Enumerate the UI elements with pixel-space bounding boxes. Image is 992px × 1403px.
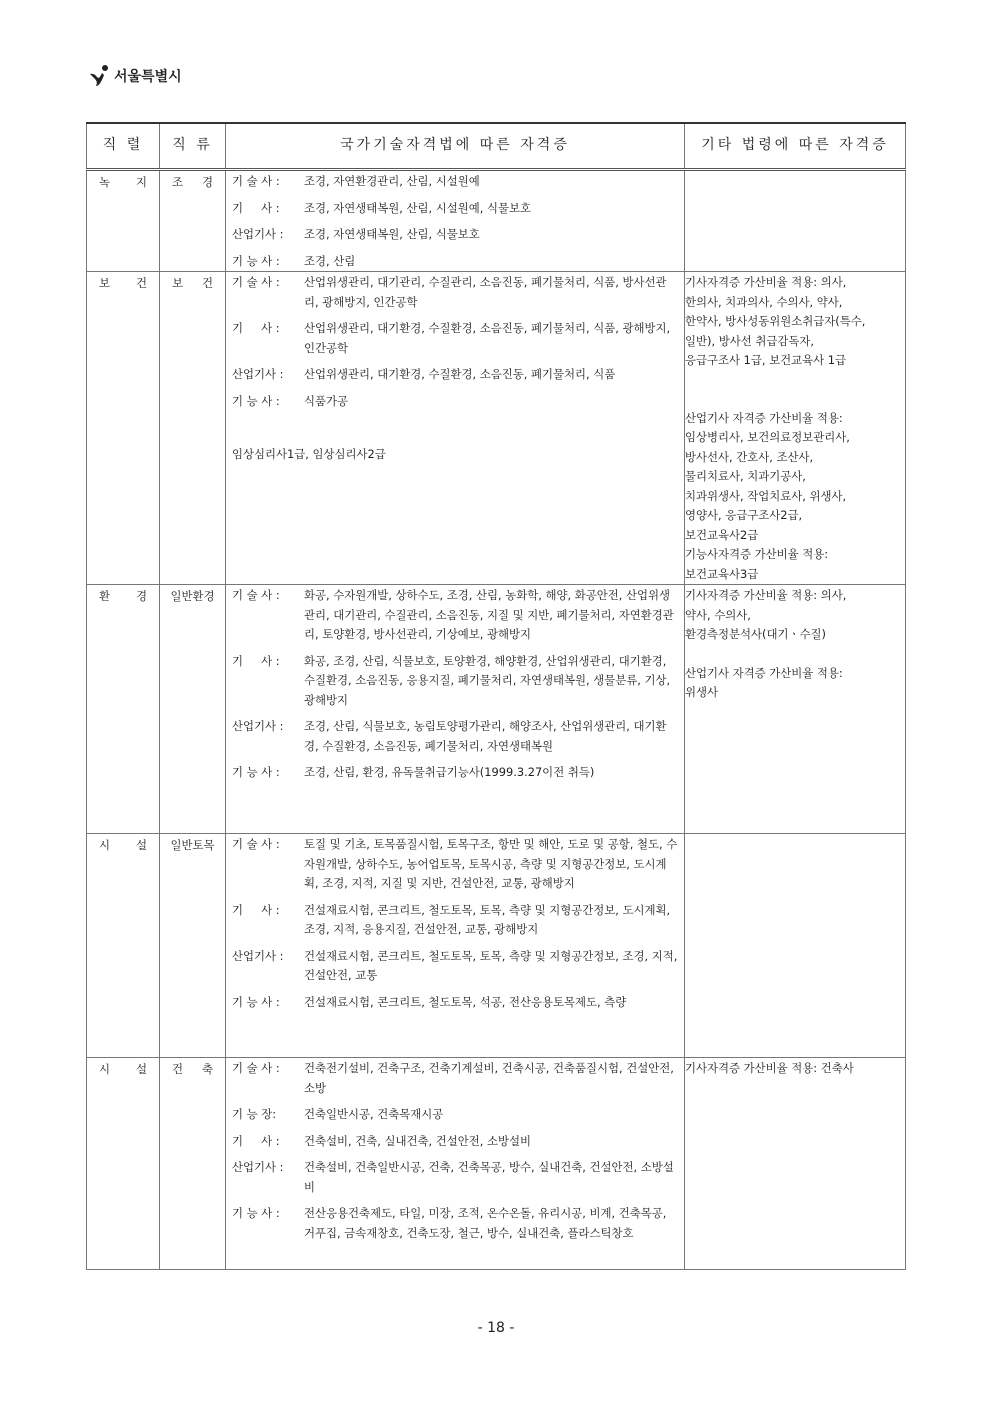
type-char: 일반토목 (170, 838, 215, 852)
cert-item (226, 993, 684, 1013)
type-cell (160, 170, 226, 272)
cert-grade: 기 능 사 : (232, 253, 280, 268)
national-cert-cell (226, 834, 685, 1058)
header-series: 직 렬 (87, 123, 160, 170)
cert-list: 건축설비, 건축, 실내건축, 건설안전, 소방설비 (304, 1133, 532, 1148)
cert-grade: 기 능 사 : (232, 765, 280, 779)
cert-item (226, 1158, 684, 1197)
header-national-cert: 국가기술자격법에 따른 자격증 (226, 123, 685, 170)
cert-grade: 기 사 : (232, 902, 280, 917)
cert-list: 건축일반시공, 건축목재시공 (304, 1107, 444, 1121)
cert-item (226, 319, 684, 358)
type-char: 조 (172, 175, 184, 189)
series-cell (87, 272, 160, 585)
header-type: 직 류 (160, 123, 226, 170)
cert-list: 건설재료시험, 콘크리트, 철도토목, 토목, 측량 및 지형공간정보, 도시계획, 조경, 지적, 응용지질, 건설안전, 교통, 광해방지 (304, 902, 671, 936)
cert-grade: 기 사 : (232, 1133, 280, 1148)
cert-grade: 산업기사 : (232, 227, 284, 241)
cert-item (226, 273, 684, 312)
cert-grade: 기 능 사 : (232, 1206, 280, 1220)
national-cert-cell (226, 585, 685, 834)
cert-grade: 산업기사 : (232, 367, 284, 381)
national-cert-cell (226, 1058, 685, 1270)
series-char: 시 (99, 838, 111, 852)
series-char: 건 (135, 276, 147, 290)
series-char: 설 (135, 1062, 147, 1076)
cert-grade: 기 술 사 : (232, 588, 280, 602)
cert-item (226, 1105, 684, 1125)
cert-item (226, 1059, 684, 1098)
cert-item (226, 717, 684, 756)
cert-list: 조경, 산림, 식물보호, 농림토양평가관리, 해양조사, 산업위생관리, 대기환경, 수질환경, 소음진동, 폐기물처리, 자연생태복원 (304, 719, 667, 753)
cert-item (226, 652, 684, 711)
page-number: - 18 - (477, 1320, 515, 1336)
cert-grade: 산업기사 : (232, 719, 284, 733)
type-cell (160, 585, 226, 834)
type-char: 경 (201, 175, 213, 189)
cert-grade: 기 능 사 : (232, 393, 280, 408)
cert-list: 건설재료시험, 콘크리트, 철도토목, 석공, 전산응용토목제도, 측량 (304, 994, 627, 1009)
series-char: 보 (99, 276, 111, 290)
cert-item (226, 172, 684, 192)
table-row (87, 170, 906, 272)
cert-grade: 기 술 사 : (232, 174, 280, 188)
cert-list: 조경, 자연환경관리, 산림, 시설원예 (304, 174, 480, 188)
type-char: 일반환경 (170, 589, 215, 603)
national-cert-cell (226, 170, 685, 272)
cert-item (226, 1204, 684, 1243)
table-row (87, 834, 906, 1058)
cert-item (226, 901, 684, 940)
type-char: 보 (172, 276, 184, 290)
cert-list: 건축설비, 건축일반시공, 건축, 건축목공, 방수, 실내건축, 건설안전, 소방설비 (304, 1160, 674, 1194)
cert-item (226, 392, 684, 412)
type-char: 건 (201, 276, 213, 290)
cert-grade: 기 능 사 : (232, 994, 280, 1009)
type-cell (160, 272, 226, 585)
cert-item (226, 365, 684, 385)
cert-grade: 기 사 : (232, 321, 280, 335)
cert-grade: 기 능 장: (232, 1107, 277, 1121)
cert-grade: 기 술 사 : (232, 1061, 280, 1075)
cert-list: 식품가공 (304, 393, 349, 408)
seoul-symbol-icon (88, 64, 110, 88)
cert-list: 건설재료시험, 콘크리트, 철도토목, 토목, 측량 및 지형공간정보, 조경, 지적, 건설안전, 교통 (304, 948, 678, 982)
series-char: 녹 (99, 175, 111, 189)
table-row (87, 1058, 906, 1270)
cert-item (226, 1132, 684, 1152)
series-cell (87, 585, 160, 834)
cert-list: 건축전기설비, 건축구조, 건축기계설비, 건축시공, 건축품질시험, 건설안전, 소방 (304, 1061, 674, 1095)
other-cert-cell (685, 1058, 906, 1270)
cert-grade: 기 사 : (232, 200, 280, 215)
cert-item (226, 199, 684, 219)
other-cert-block: 기사자격증 가산비율 적용: 의사, 한의사, 치과의사, 수의사, 약사, 한약사, 방사성동위원소취급자(특수, 일반), 방사선 취급감독자, 응급구조사 1급, 보건교육사 1급 (685, 275, 866, 367)
series-cell (87, 170, 160, 272)
cert-list: 조경, 자연생태복원, 산림, 시설원예, 식물보호 (304, 200, 532, 215)
cert-list: 산업위생관리, 대기관리, 수질관리, 소음진동, 폐기물처리, 식품, 방사선관리, 광해방지, 인간공학 (304, 275, 667, 309)
type-char: 건 (172, 1062, 184, 1076)
cert-grade: 산업기사 : (232, 948, 284, 963)
cert-item (226, 252, 684, 272)
type-cell (160, 1058, 226, 1270)
seoul-logo (88, 64, 182, 88)
cert-item (226, 225, 684, 245)
other-cert-cell (685, 834, 906, 1058)
cert-list: 화공, 수자원개발, 상하수도, 조경, 산림, 농화학, 해양, 화공안전, 산업위생관리, 대기관리, 수질관리, 소음진동, 지질 및 지반, 폐기물처리, 자연환경관리, 토양환경, 방사선관리, 기상예보, 광해방지 (304, 588, 674, 641)
header-other-cert: 기타 법령에 따른 자격증 (685, 123, 906, 170)
cert-grade: 기 사 : (232, 653, 280, 668)
cert-item (226, 763, 684, 783)
other-cert-block: 기사자격증 가산비율 적용: 의사, 약사, 수의사, 환경측정분석사(대기ㆍ수질) (685, 588, 847, 641)
cert-grade: 기 술 사 : (232, 275, 280, 289)
cert-note: 임상심리사1급, 임상심리사2급 (232, 447, 386, 461)
table-row (87, 585, 906, 834)
national-cert-cell (226, 272, 685, 585)
series-char: 설 (135, 838, 147, 852)
cert-item (226, 586, 684, 645)
cert-list: 산업위생관리, 대기환경, 수질환경, 소음진동, 폐기물처리, 식품, 광해방지, 인간공학 (304, 321, 671, 355)
series-char: 지 (135, 175, 147, 189)
cert-list: 조경, 산림 (304, 253, 356, 268)
other-cert-block: 기사자격증 가산비율 적용: 건축사 (685, 1061, 854, 1075)
series-cell (87, 834, 160, 1058)
cert-grade: 기 술 사 : (232, 837, 280, 851)
certificate-table (86, 122, 906, 1270)
org-name: 서울특별시 (114, 69, 182, 85)
cert-list: 조경, 산림, 환경, 유독물취급기능사(1999.3.27이전 취득) (304, 765, 595, 779)
type-cell (160, 834, 226, 1058)
series-char: 환 (99, 589, 111, 603)
cert-list: 산업위생관리, 대기환경, 수질환경, 소음진동, 폐기물처리, 식품 (304, 367, 616, 381)
other-cert-cell (685, 170, 906, 272)
series-cell (87, 1058, 160, 1270)
table-header-row (87, 123, 906, 170)
series-char: 경 (135, 589, 147, 603)
other-cert-block: 산업기사 자격증 가산비율 적용: 위생사 (685, 665, 843, 699)
cert-grade: 산업기사 : (232, 1160, 284, 1174)
type-char: 축 (201, 1062, 213, 1076)
series-char: 시 (99, 1062, 111, 1076)
table-row (87, 272, 906, 585)
cert-item (226, 835, 684, 894)
cert-list: 조경, 자연생태복원, 산림, 식물보호 (304, 227, 480, 241)
other-cert-block: 산업기사 자격증 가산비율 적용: 임상병리사, 보건의료정보관리사, 방사선사, 간호사, 조산사, 물리치료사, 치과기공사, 치과위생사, 작업치료사, 위생사, 영양사, 응급구조사2급, 보건교육사2급 기능사자격증 가산비율 적용: 보건교육사3급 (685, 410, 850, 581)
cert-list: 전산응용건축제도, 타일, 미장, 조적, 온수온돌, 유리시공, 비계, 건축목공, 거푸집, 금속재창호, 건축도장, 철근, 방수, 실내건축, 플라스틱창호 (304, 1206, 667, 1240)
cert-item (226, 947, 684, 986)
cert-list: 토질 및 기초, 토목품질시험, 토목구조, 항만 및 해안, 도로 및 공항, 철도, 수자원개발, 상하수도, 농어업토목, 토목시공, 측량 및 지형공간정보, 도시계획, 조경, 지적, 지질 및 지반, 건설안전, 교통, 광해방지 (304, 837, 678, 890)
cert-list: 화공, 조경, 산림, 식물보호, 토양환경, 해양환경, 산업위생관리, 대기환경, 수질환경, 소음진동, 응용지질, 폐기물처리, 자연생태복원, 생물분류, 기상, 광해방지 (304, 653, 671, 707)
other-cert-cell (685, 272, 906, 585)
other-cert-cell (685, 585, 906, 834)
